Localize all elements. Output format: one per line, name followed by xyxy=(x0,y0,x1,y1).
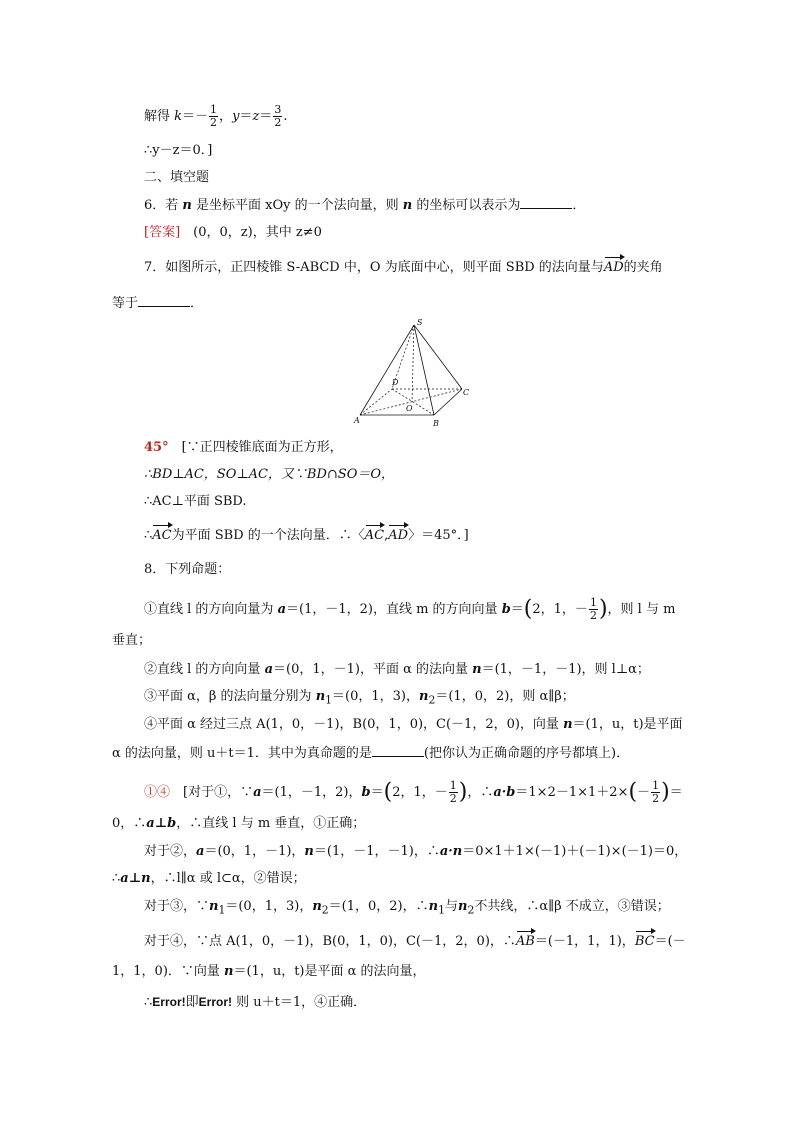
diagonal-BD xyxy=(392,389,434,415)
text: ＝(0，1，3)， xyxy=(332,689,420,704)
vector-n: n xyxy=(304,844,314,859)
answer-7-line-1 xyxy=(144,439,343,457)
paren: ) xyxy=(661,779,670,805)
subscript: 1 xyxy=(438,903,445,917)
error-placeholder: Error! xyxy=(198,995,232,1009)
section-heading: 二、填空题 xyxy=(144,170,210,185)
var-z: z xyxy=(252,109,260,124)
text: ③平面 α，β 的法向量分别为 xyxy=(144,689,316,704)
vector-n: n xyxy=(182,198,192,213)
vector-n: n xyxy=(472,662,482,677)
var-k: k xyxy=(174,109,183,124)
text: ∴ xyxy=(112,871,121,886)
denominator: 2 xyxy=(652,792,660,805)
answer-blank xyxy=(520,196,572,209)
error-placeholder: Error! xyxy=(152,995,186,1009)
answer-value: 45° xyxy=(144,440,169,455)
text: ． xyxy=(572,198,586,213)
solution-line-1 xyxy=(144,104,287,129)
subscript: 2 xyxy=(467,903,475,917)
vector-AB: AB xyxy=(515,934,535,949)
text: 6．若 xyxy=(144,198,183,213)
pyramid-figure xyxy=(350,315,476,429)
text: . xyxy=(283,109,288,124)
solution-line-2: ∴y－z＝0．] xyxy=(144,143,213,158)
fraction xyxy=(449,780,458,805)
vector-BC: BC xyxy=(634,934,655,949)
text: － xyxy=(637,785,651,800)
vector-AC: AC xyxy=(152,528,172,543)
numerator: 1 xyxy=(210,103,218,116)
subscript: 1 xyxy=(325,693,333,707)
numerator: 3 xyxy=(274,103,282,116)
proposition-4 xyxy=(144,716,683,734)
subscript: 2 xyxy=(321,903,329,917)
text: ①直线 l 的方向向量为 xyxy=(144,602,278,617)
height-SO xyxy=(412,325,414,402)
label-D: D xyxy=(392,378,399,387)
answer-8-line-7 xyxy=(112,963,426,981)
answer-7-line-4 xyxy=(144,527,469,545)
answer-label: [答案] xyxy=(144,225,181,240)
fraction xyxy=(273,104,282,129)
text: ④平面 α 经过三点 A(1，0，－1)，B(0，1，0)，C(－1，2，0)，向量 xyxy=(144,717,564,732)
text: ＝1×2－1×1＋2× xyxy=(515,785,629,800)
answer-value: ①④ xyxy=(144,785,171,800)
question-8: 8．下列命题： xyxy=(144,562,231,577)
text: 则 u＋t＝1，④正确． xyxy=(231,995,367,1010)
question-7-cont xyxy=(112,294,203,313)
text: ＝ xyxy=(669,785,683,800)
vector-AC: AC xyxy=(364,528,385,543)
text: 对于②， xyxy=(144,844,197,859)
vector-a: a xyxy=(253,785,262,800)
text: ＝(1，－1，－1)，∴ xyxy=(313,844,440,859)
vector-a: a xyxy=(277,602,286,617)
vector-n2: n xyxy=(458,899,468,914)
text: ＝(－ xyxy=(654,934,686,949)
text: ，∴直线 l 与 m 垂直，①正确； xyxy=(176,816,366,831)
text: 与 xyxy=(444,899,458,914)
vector-n: n xyxy=(224,964,234,979)
text: ＝ xyxy=(239,109,253,124)
answer-6 xyxy=(144,224,322,242)
text: 为平面 SBD 的一个法向量．∴〈 xyxy=(171,528,365,543)
vector-a: a xyxy=(264,662,273,677)
numerator: 1 xyxy=(589,596,597,609)
subscript: 2 xyxy=(428,693,436,707)
text: 等于 xyxy=(112,296,139,311)
answer-8-line-1 xyxy=(144,780,683,805)
answer-8-line-4 xyxy=(112,870,306,888)
proposition-4-cont xyxy=(112,744,629,763)
text: [对于①，∵ xyxy=(170,785,254,800)
vector-AD: AD xyxy=(603,260,624,275)
proposition-3 xyxy=(144,688,575,710)
answer-text: (0，0，z)，其中 z≠0 xyxy=(180,225,322,240)
denominator: 2 xyxy=(274,116,282,129)
answer-8-line-3 xyxy=(144,843,687,861)
paren: ) xyxy=(458,779,468,805)
answer-8-line-5 xyxy=(144,898,670,920)
text: 2，1，－ xyxy=(532,602,588,617)
text: ＝ xyxy=(259,109,273,124)
text: 的夹角 xyxy=(623,260,663,275)
answer-8-line-6 xyxy=(144,933,686,951)
vector-b: b xyxy=(501,602,511,617)
text: ②直线 l 的方向向量 xyxy=(144,662,265,677)
vector-n1: n xyxy=(315,689,326,704)
text: ＝(0，1，－1)， xyxy=(204,844,305,859)
text: ＝0×1＋1×(－1)＋(－1)×(－1)＝0， xyxy=(462,844,688,859)
edge-BC xyxy=(434,389,462,415)
subscript: 1 xyxy=(218,903,226,917)
text: ＝(1，u，t)是平面 α 的法向量， xyxy=(233,964,426,979)
fraction xyxy=(209,104,218,129)
denominator: 2 xyxy=(589,609,597,622)
paren: ) xyxy=(598,596,608,622)
vector-b: b xyxy=(361,785,371,800)
text: 不共线，∴α∥β 不成立，③错误； xyxy=(474,899,670,914)
paren: ( xyxy=(523,596,533,622)
text: 2，1，－ xyxy=(392,785,448,800)
text: ＝ xyxy=(510,602,524,617)
vector-n1: n xyxy=(428,899,439,914)
paren: ( xyxy=(383,779,393,805)
numerator: 1 xyxy=(652,779,660,792)
fraction xyxy=(589,597,598,622)
proposition-2 xyxy=(144,661,650,679)
text: ． xyxy=(190,296,204,311)
edge-SA xyxy=(360,325,414,415)
text: (把你认为正确命题的序号都填上)． xyxy=(423,746,630,761)
answer-7-line-2: ∴BD⊥AC，SO⊥AC，又∵BD∩SO＝O， xyxy=(144,467,395,482)
text: ，∴l∥α 或 l⊂α，②错误； xyxy=(150,871,306,886)
text: 1，1，0)．∵向量 xyxy=(112,964,225,979)
question-7 xyxy=(144,259,663,277)
answer-8-line-8 xyxy=(144,993,366,1012)
answer-blank xyxy=(372,744,424,757)
text: ＝(1，u，t)是平面 xyxy=(572,717,683,732)
label-A: A xyxy=(354,416,360,425)
text: [∵正四棱锥底面为正方形， xyxy=(168,440,343,455)
text: ＝ xyxy=(370,785,384,800)
text: ＝－ xyxy=(182,109,209,124)
label-C: C xyxy=(463,388,470,397)
text: 0，∴ xyxy=(112,816,147,831)
perpendicular-ab: a⊥b xyxy=(146,816,177,831)
dot-product: a·b xyxy=(493,785,516,800)
text: ∴ xyxy=(144,528,153,543)
label-B: B xyxy=(433,419,439,428)
text: ＝(1，0，2)，∴ xyxy=(328,899,429,914)
text: 的坐标可以表示为 xyxy=(412,198,521,213)
vector-n: n xyxy=(402,198,413,213)
answer-7-line-3: ∴AC⊥平面 SBD. xyxy=(144,494,247,509)
vector-n1: n xyxy=(209,899,219,914)
text: 是坐标平面 xOy 的一个法向量，则 xyxy=(191,198,403,213)
paren: ( xyxy=(628,779,638,805)
text: ＝(1，－1，－1)，则 l⊥α； xyxy=(481,662,650,677)
vector-n: n xyxy=(563,717,573,732)
proposition-1 xyxy=(144,597,675,622)
text: ＝(1，－1，2)，直线 m 的方向向量 xyxy=(286,602,502,617)
text: ＝(1，－1，2)， xyxy=(261,785,362,800)
vector-n2: n xyxy=(419,689,429,704)
fraction xyxy=(651,780,660,805)
var-y: y xyxy=(232,109,240,124)
label-O: O xyxy=(406,404,413,413)
answer-8-line-2 xyxy=(112,815,365,833)
text: 7．如图所示，正四棱锥 S-ABCD 中，O 为底面中心，则平面 SBD 的法向量与 xyxy=(144,260,604,275)
label-S: S xyxy=(417,318,423,327)
proposition-1-cont: 垂直； xyxy=(112,633,152,648)
text: α 的法向量，则 u＋t＝1．其中为真命题的是 xyxy=(112,746,372,761)
perpendicular-an: a⊥n xyxy=(120,871,151,886)
text: ＝(0，1，3)， xyxy=(225,899,313,914)
text: ＝(－1，1，1)， xyxy=(534,934,635,949)
text: ，∴ xyxy=(467,785,494,800)
question-6 xyxy=(144,196,585,215)
text: ， xyxy=(219,109,233,124)
text: 即 xyxy=(185,995,199,1010)
text: ＝(1，0，2)，则 α∥β； xyxy=(435,689,575,704)
vector-AD: AD xyxy=(388,528,409,543)
numerator: 1 xyxy=(449,779,457,792)
answer-blank xyxy=(138,294,190,307)
text: 对于④，∵点 A(1，0，－1)，B(0，1，0)，C(－1，2，0)，∴ xyxy=(144,934,516,949)
denominator: 2 xyxy=(210,116,218,129)
dot-product: a·n xyxy=(439,844,463,859)
text: ＝(0，1，－1)，平面 α 的法向量 xyxy=(273,662,473,677)
vector-a: a xyxy=(196,844,205,859)
denominator: 2 xyxy=(449,792,457,805)
text: 〉＝45°．] xyxy=(408,528,469,543)
text: ∴ xyxy=(144,995,153,1010)
text: 解得 xyxy=(144,109,175,124)
vector-n2: n xyxy=(312,899,322,914)
text: ，则 l 与 m xyxy=(607,602,676,617)
text: , xyxy=(384,528,389,543)
text: 对于③，∵ xyxy=(144,899,210,914)
